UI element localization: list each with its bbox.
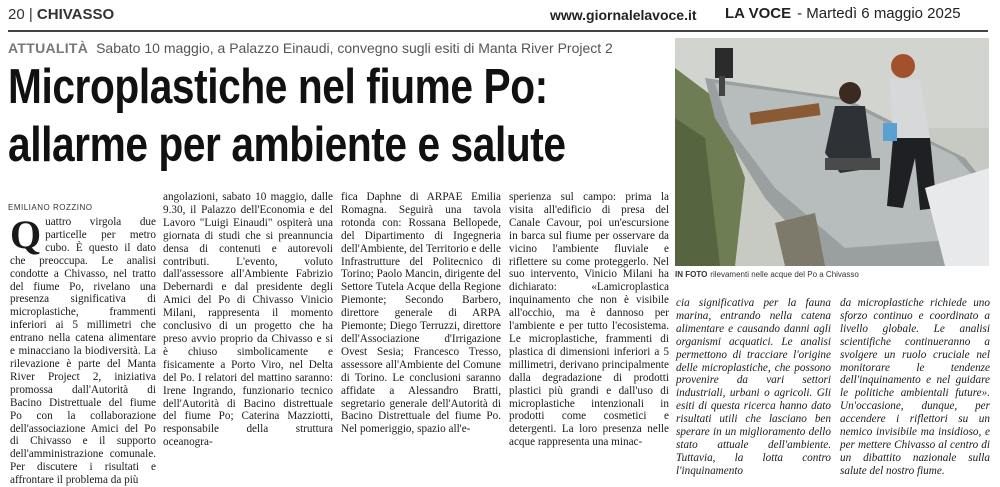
caption-label: IN FOTO (675, 270, 708, 279)
article-column-5 (676, 297, 831, 477)
drop-cap: Q (10, 212, 42, 257)
page-section: 20 | CHIVASSO (8, 6, 115, 23)
column-2-text: angolazioni, sabato 10 maggio, dalle 9.30, il Palazzo dell'Economia e del Lavoro "Luigi Einaudi" ospiterà una giornata di studi che si preannuncia densa di contenuti e autorevoli contributi. L'evento, voluto dall'assessore all'Ambiente Fabrizio Debernardi e dal presidente degli Amici del Po di Chivasso Vinicio Milani, rappresenta il momento conclusivo di un progetto che ha preso avvio proprio da Chivasso e si è chiuso simbolicamente e fisicamente a Porto Viro, nel Delta del Po. I relatori del mattino saranno: Irene Ingrando, funzionario tecnico dell'Autorità di Bacino distrettuale del fiume Po; Caterina Mazziotti, responsabile della struttura oceanogra- (163, 191, 333, 449)
masthead (725, 5, 961, 22)
issue-date: - Martedì 6 maggio 2025 (797, 5, 961, 22)
article-kicker (8, 40, 613, 56)
river-boat-photo (675, 38, 989, 266)
column-1-text: uattro virgola due particelle per metro cubo. È questo il dato che preoccupa. Le analisi condotte a Chivasso, nel tratto del fiume Po, rivelano una presenza significativa di microplastiche, frammenti inferiori ai 5 millimetri che entrano nella catena alimentare e minacciano la biodiversità. La rilevazione è parte del Manta River Project 2, iniziativa promossa dall'Autorità di Bacino Distrettuale del fiume Po con la collaborazione dell'associazione Amici del Po di Chivasso e il supporto dell'amministrazione comunale. Per discutere i risultati e affrontare il problema da più (10, 216, 156, 487)
photo-caption (675, 270, 859, 279)
column-4-text: sperienza sul campo: prima la visita all'edificio di presa del Canale Cavour, poi un'escursione in barca sul fiume per osservare da vicino l'ambiente fluviale e riflettere su come proteggerlo. Nel suo intervento, Vinicio Milani ha dichiarato: «Lamicroplastica inquinamento che non è visibile all'occhio, ma è dannoso per l'ambiente e per tutto l'ecosistema. Le microplastiche, frammenti di plastica di dimensioni inferiori a 5 millimetri, derivano principalmente dalla degradazione di prodotti plastici più grandi e dall'uso di microplastiche intenzionali in prodotti come cosmetici e detergenti. La loro presenza nelle acque rappresenta una minac- (509, 191, 669, 449)
article-column-4 (509, 191, 669, 472)
article-column-2 (163, 191, 333, 472)
section-name: CHIVASSO (36, 6, 115, 23)
page-header (0, 0, 1000, 28)
article-column-6 (840, 297, 990, 477)
article-column-1 (10, 212, 156, 487)
kicker-text: Sabato 10 maggio, a Palazzo Einaudi, convegno sugli esiti di Manta River Project 2 (96, 40, 613, 56)
caption-text: rilevamenti nelle acque del Po a Chivasso (710, 270, 859, 279)
header-rule (8, 30, 988, 32)
article-headline (8, 58, 566, 174)
article-column-3 (341, 191, 501, 472)
column-3-text: fica Daphne di ARPAE Emilia Romagna. Seguirà una tavola rotonda con: Rossana Bellopede, del Dipartimento di Ingegneria dell'Ambiente, del Territorio e delle Infrastrutture del Politecnico di Torino; Paolo Mancin, dirigente del Settore Tutela Acque della Regione Piemonte; Secondo Barbero, direttore generale di ARPA Piemonte; Diego Terruzzi, direttore dell'Associazione d'Irrigazione Ovest Sesia; Francesco Tresso, assessore all'Ambiente del Comune di Torino. Le conclusioni saranno affidate a Alessandro Bratti, segretario generale dell'Autorità di Bacino Distrettuale del fiume Po. Nel pomeriggio, spazio all'e- (341, 191, 501, 436)
article-photo (675, 38, 989, 266)
column-5-text: cia significativa per la fauna marina, entrando nella catena alimentare e causando danni agli organismi acquatici. Le analisi permettono di tracciare l'origine delle microplastiche, che possono provenire da vari settori industriali, urbani o agricoli. Gli esiti di questa ricerca hanno dato risultati utili che lasciano ben sperare in un miglioramento dello stato attuale dell'ambiente. Tuttavia, la lotta contro l'inquinamento (676, 297, 831, 477)
newspaper-name: LA VOCE (725, 5, 792, 22)
byline: EMILIANO ROZZINO (8, 203, 93, 212)
headline-line-2: allarme per ambiente e salute (8, 118, 566, 172)
headline-line-1: Microplastiche nel fiume Po: (8, 60, 548, 114)
column-6-text: da microplastiche richiede uno sforzo continuo e coordinato a livello globale. Le analisi scientifiche continueranno a svolgere un ruolo cruciale nel monitorare le tendenze dell'inquinamento e nel guidare le politiche ambientali future». Un'occasione, dunque, per accendere i riflettori su un nemico invisibile ma insidioso, e per mettere Chivasso al centro di un dibattito nazionale sulla salute del nostro fiume. (840, 297, 990, 477)
page-number: 20 (8, 6, 25, 23)
kicker-label: ATTUALITÀ (8, 40, 89, 56)
website-link: www.giornalelavoce.it (550, 7, 697, 23)
